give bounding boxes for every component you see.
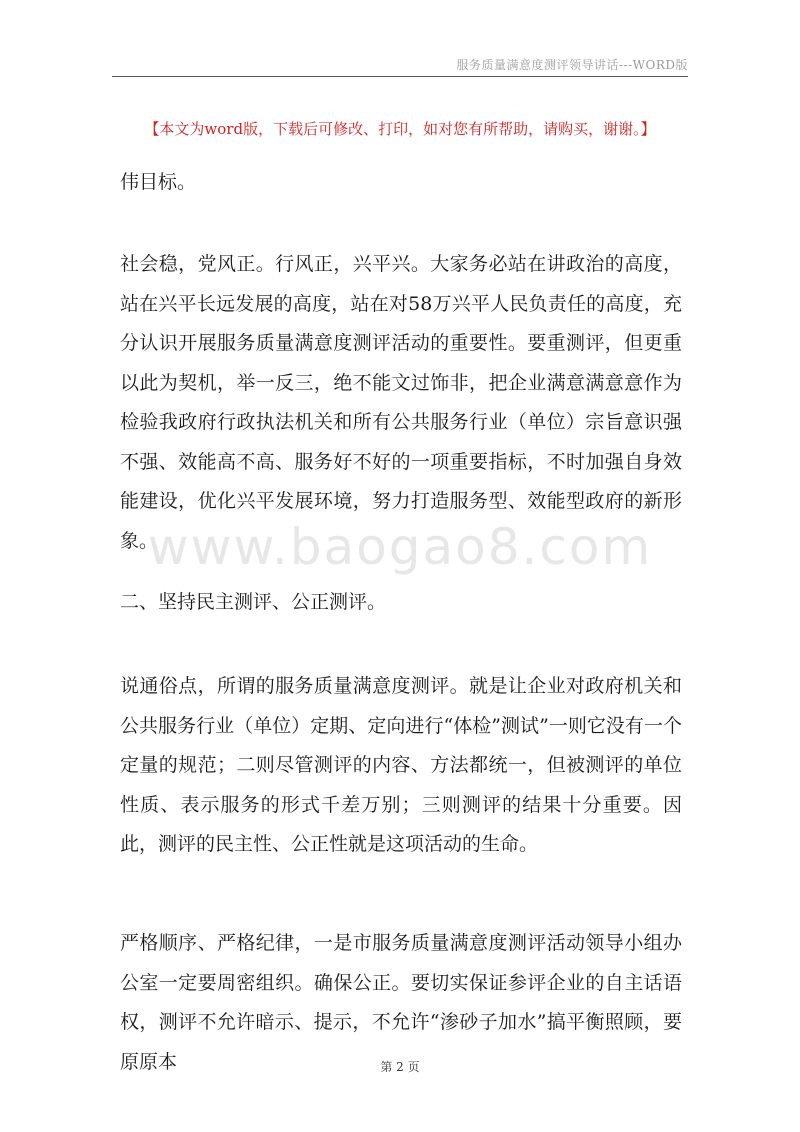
paragraph-3: 说通俗点，所谓的服务质量满意度测评。就是让企业对政府机关和公共服务行业（单位）定期、定向进行“体检”测试”一则它没有一个定量的规范；二则尽管测评的内容、方法都统一，但被测评的单位性质、表示服务的形式千差万别；三则测评的结果十分重要。因此，测评的民主性、公正性就是这项活动的生命。 xyxy=(120,675,682,855)
watermark: www.baogao8.com xyxy=(147,518,653,576)
header-title: 服务质量满意度测评领导讲话---WORD版 xyxy=(456,58,688,72)
purchase-notice: 【本文为word版，下载后可修改、打印，如对您有所帮助，请购买，谢谢。】 xyxy=(144,120,656,138)
paragraph-2: 社会稳，党风正。行风正，兴平兴。大家务必站在讲政治的高度，站在兴平长远发展的高度，站在对58万兴平人民负责任的高度，充分认识开展服务质量满意度测评活动的重要性。要重测评，但更重以此为契机，举一反三，绝不能文过饰非，把企业满意满意意作为检验我政府行政执法机关和所有公共服务行业（单位）宗旨意识强不强、效能高不高、服务好不好的一项重要指标，不时加强自身效能建设，优化兴平发展环境，努力打造服务型、效能型政府的新形象。 xyxy=(120,253,682,552)
header-divider xyxy=(112,76,688,77)
paragraph-4: 严格顺序、严格纪律，一是市服务质量满意度测评活动领导小组办公室一定要周密组织。确保公正。要切实保证参评企业的自主话语权，测评不允许暗示、提示，不允许“渗砂子加水”搞平衡照顾，要原原本 xyxy=(120,932,682,1073)
page-number: 第 2 页 xyxy=(380,1060,420,1074)
section-heading: 二、坚持民主测评、公正测评。 xyxy=(120,591,387,613)
paragraph-1: 伟目标。 xyxy=(120,171,197,193)
